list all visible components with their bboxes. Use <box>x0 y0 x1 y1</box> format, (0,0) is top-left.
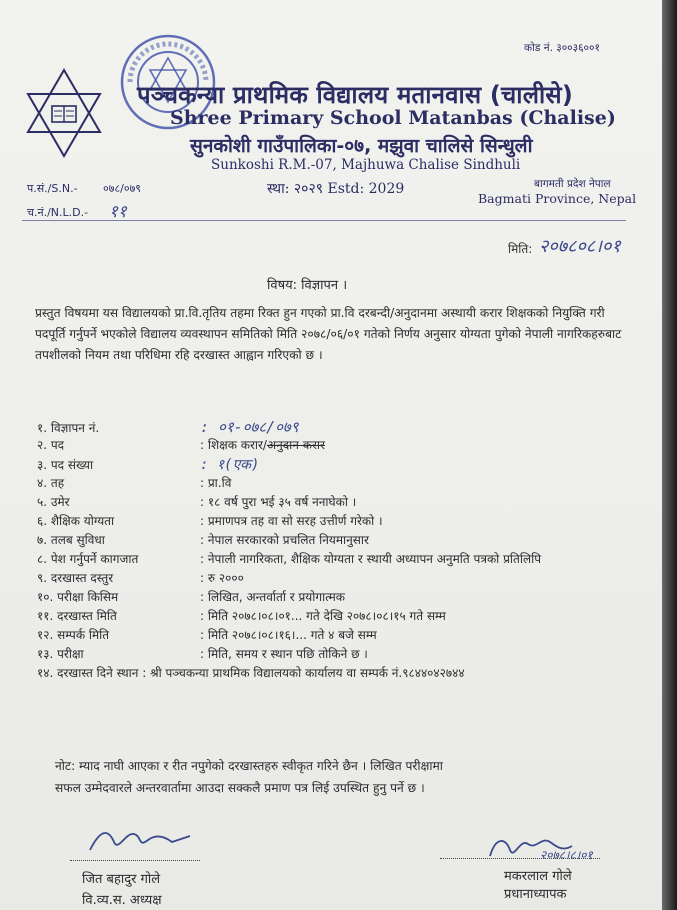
province-en: Bagmati Province, Nepal <box>478 191 637 206</box>
right-signatory-name: मकरलाल गोले <box>504 869 572 884</box>
school-name-en: Shree Primary School Matanbas (Chalise) <box>170 107 616 129</box>
list-item: २. पद : शिक्षक करार/अनुदान करार <box>37 438 325 452</box>
subject: विषय: विज्ञापन । <box>267 278 348 293</box>
nepal-emblem-icon <box>24 66 104 160</box>
school-address-np: सुनकोशी गाउँपालिका-०७, मझुवा चालिसे सिन्धुली <box>190 135 533 157</box>
note-line-1: नोट: म्याद नाघी आएका र रीत नपुगेको दरखास्तहरु स्वीकृत गरिने छैन । लिखित परीक्षामा <box>55 759 443 773</box>
school-address-en: Sunkoshi R.M.-07, Majhuwa Chalise Sindhuli <box>211 157 521 173</box>
school-code: कोड नं. ३००३६००१ <box>524 42 600 54</box>
list-item: १. विज्ञापन नं. : ०१-०७८/०७९ <box>37 418 299 436</box>
right-signatory-role: प्रधानाध्यापक <box>504 887 567 902</box>
left-signatory-name: जित बहादुर गोले <box>82 872 161 887</box>
right-signature-line <box>440 858 600 859</box>
list-item: ४. तह : प्रा.वि <box>37 476 232 490</box>
date-value: २०७८०८।०१ <box>539 236 621 257</box>
cn-value: ११ <box>109 202 127 222</box>
intro-paragraph: प्रस्तुत विषयमा यस विद्यालयको प्रा.वि.तृतिय तहमा रिक्त हुन गएको प्रा.वि दरबन्दी/अनुदानमा अस्थायी करार शिक्षकको नियुक्ति गरी पदपूर्ति गर्नुपर्ने भएकोले विद्यालय व्यवस्थापन समितिको मिति २०७८/०६/०१ गतेको निर्णय अनुसार योग्यता पुगेको नेपाली नागरिकहरुबाट तपशीलको नियम तथा परिधिमा रहि दरखास्त आह्वान गरिएको छ । <box>35 306 622 362</box>
list-item: १३. परीक्षा : मिति, समय र स्थान पछि तोकिने छ । <box>37 647 368 661</box>
left-signature-icon <box>86 822 196 858</box>
list-item: ११. दरखास्त मिति : मिति २०७८।०८।०१... गते देखि २०७८।०८।१५ गते सम्म <box>37 609 446 623</box>
left-signatory-role: वि.व्य.स. अध्यक्ष <box>82 893 162 908</box>
date-label: मिति: <box>508 242 533 256</box>
school-name-np: पञ्चकन्या प्राथमिक विद्यालय मतानवास (चालीसे) <box>137 81 573 109</box>
list-item: ५. उमेर : १८ वर्ष पुरा भई ३५ वर्ष ननाघेको । <box>37 495 357 509</box>
ps-value: ०७८/०७९ <box>103 182 142 195</box>
list-item: १०. परीक्षा किसिम : लिखित, अन्तर्वार्ता र प्रयोगात्मक <box>37 590 345 604</box>
list-item: १४. दरखास्त दिने स्थान : श्री पञ्चकन्या प्राथमिक विद्यालयको कार्यालय वा सम्पर्क नं.९८४४०४२७४४ <box>37 666 465 680</box>
list-item: ८. पेश गर्नुपर्ने कागजात : नेपाली नागरिकता, शैक्षिक योग्यता र स्थायी अध्यापन अनुमति पत्रको प्रतिलिपि <box>37 552 542 566</box>
list-item: ३. पद संख्या : १(एक) <box>37 457 260 473</box>
left-signature-line <box>70 860 200 861</box>
cn-label: च.नं./N.L.D.- <box>27 206 89 219</box>
list-item: ९. दरखास्त दस्तुर : रु २००० <box>37 571 244 585</box>
page-edge-shadow <box>662 0 677 910</box>
right-signature-date: २०७८।८।०१ <box>540 848 593 862</box>
province-np: बागमती प्रदेश नेपाल <box>534 178 611 190</box>
established: स्था: २०२९ Estd: 2029 <box>267 181 405 197</box>
list-item: ७. तलब सुविधा : नेपाल सरकारको प्रचलित नियमानुसार <box>37 533 369 547</box>
ps-label: प.सं./S.N.- <box>27 182 78 195</box>
note-line-2: सफल उम्मेदवारले अन्तरवार्तामा आउदा सक्कलै प्रमाण पत्र लिई उपस्थित हुनु पर्ने छ । <box>55 781 425 795</box>
header-divider <box>22 220 626 221</box>
list-item: ६. शैक्षिक योग्यता : प्रमाणपत्र तह वा सो सरह उत्तीर्ण गरेको । <box>37 514 383 528</box>
list-item: १२. सम्पर्क मिति : मिति २०७८।०८।१६।... गते ४ बजे सम्म <box>37 628 377 642</box>
